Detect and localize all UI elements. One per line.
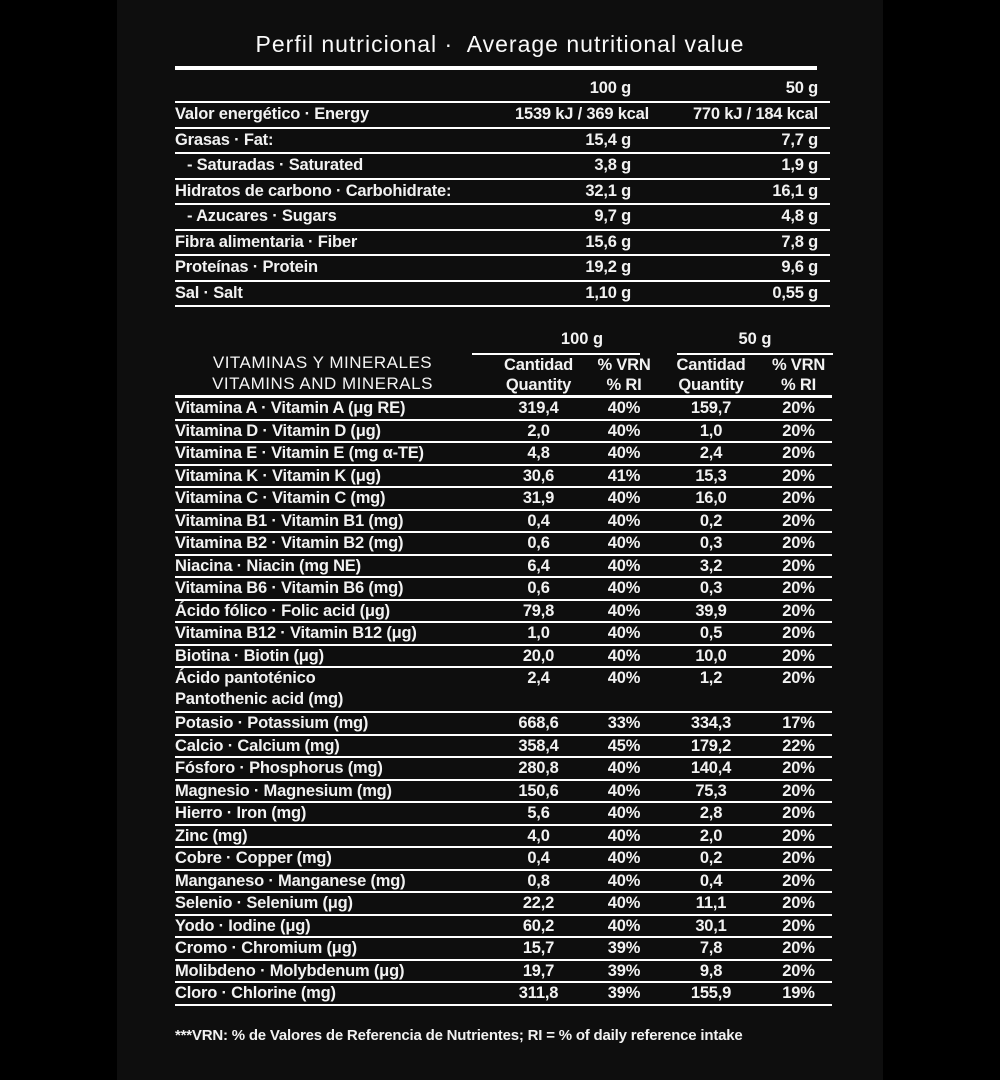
macro-row-label: Hidratos de carbono · Carbohidrate: (175, 181, 452, 200)
macro-value-50g: 7,7 g (781, 130, 818, 149)
macro-row-label: Grasas · Fat: (175, 130, 274, 149)
vitamin-row-label (175, 421, 470, 442)
vitamin-quantity-50g: 16,0 (695, 489, 727, 507)
title-divider (175, 66, 817, 70)
vitamins-table (175, 398, 832, 1006)
vitamin-row-label (175, 916, 470, 937)
vitamin-quantity-50g: 2,8 (699, 804, 723, 822)
vitamin-row (175, 826, 832, 849)
vitamin-quantity-100g: 150,6 (518, 781, 559, 800)
macro-value-100g: 3,8 g (594, 156, 631, 174)
subheader-cantidad-label: Cantidad (504, 356, 573, 374)
vitamin-quantity-50g: 0,2 (699, 511, 723, 530)
vitamin-quantity-100g: 0,8 (527, 871, 550, 890)
vitamin-row (175, 623, 832, 646)
vitamin-label: Ácido fólico · Folic acid (μg) (175, 601, 390, 620)
vitamin-row-label (175, 983, 470, 1004)
vitamin-label: Yodo · Iodine (μg) (175, 916, 311, 935)
vitamin-vrn-100g: 40% (607, 669, 641, 687)
vitamin-row (175, 938, 832, 961)
vitamin-vrn-100g: 40% (607, 826, 641, 845)
vitamin-quantity-50g: 1,0 (699, 421, 723, 440)
vitamin-row-label (175, 623, 470, 644)
vitamin-vrn-100g: 39% (607, 984, 641, 1002)
vitamin-vrn-100g: 40% (607, 624, 641, 642)
macro-row (175, 103, 830, 129)
macro-value-100g: 1,10 g (585, 283, 631, 302)
vitamin-label: Selenio · Selenium (μg) (175, 894, 353, 912)
vitamin-row-label (175, 511, 470, 532)
vitamin-quantity-50g: 179,2 (690, 736, 732, 755)
vitamin-vrn-50g: 20% (782, 624, 815, 642)
vitamin-vrn-100g: 40% (607, 601, 641, 620)
macro-header-50g: 50 g (785, 79, 818, 97)
vitamin-label: Vitamina C · Vitamin C (mg) (175, 489, 386, 507)
macro-row (175, 256, 830, 282)
vitamin-label: Cobre · Copper (mg) (175, 849, 332, 867)
vitamin-label: Fósforo · Phosphorus (mg) (175, 759, 383, 777)
vitamin-vrn-50g: 20% (782, 601, 815, 620)
macro-row (175, 205, 830, 231)
vitamin-quantity-100g: 2,4 (527, 669, 550, 687)
vitamin-quantity-100g: 4,8 (527, 444, 550, 462)
vitamin-row (175, 488, 832, 511)
vitamins-section-title-es: VITAMINAS Y MINERALES (212, 353, 433, 372)
nutrition-label (117, 0, 883, 1080)
vitamin-quantity-100g: 31,9 (522, 489, 555, 507)
vitamin-quantity-100g: 2,0 (527, 421, 550, 440)
vitamin-quantity-50g: 0,4 (699, 871, 723, 890)
vitamin-vrn-100g: 40% (607, 444, 641, 462)
vitamin-quantity-50g: 0,5 (699, 624, 723, 642)
vitamin-row-label (175, 938, 470, 959)
macro-value-100g: 19,2 g (585, 258, 631, 276)
vitamin-row-label (175, 826, 470, 847)
macro-value-50g: 1,9 g (781, 156, 818, 174)
vitamin-label-line1: Ácido pantoténico (175, 669, 316, 687)
vitamin-vrn-100g: 39% (607, 939, 641, 957)
vitamin-row-label (175, 488, 470, 509)
vitamin-row (175, 556, 832, 579)
subheader-vrn-label: % VRN (597, 356, 651, 374)
macro-value-50g: 770 kJ / 184 kcal (692, 105, 818, 123)
macro-value-100g: 9,7 g (594, 207, 631, 225)
vitamin-quantity-50g: 1,2 (699, 669, 723, 687)
vitamin-row (175, 533, 832, 556)
macro-table (175, 76, 830, 307)
vitamin-quantity-100g: 668,6 (518, 714, 559, 732)
vitamin-label: Biotina · Biotin (μg) (175, 646, 324, 665)
vitamin-row (175, 961, 832, 984)
macro-value-100g: 1539 kJ / 369 kcal (515, 105, 650, 123)
vitamin-quantity-50g: 334,3 (690, 714, 732, 732)
vitamin-vrn-50g: 20% (782, 511, 815, 530)
subheader-quantity-50g (667, 355, 755, 395)
vitamin-row-label (175, 443, 470, 464)
vitamin-vrn-50g: 20% (782, 939, 815, 957)
macro-table-body (175, 103, 830, 307)
vitamin-quantity-100g: 0,6 (527, 534, 550, 552)
vitamin-row (175, 466, 832, 489)
vitamin-quantity-50g: 39,9 (695, 601, 727, 620)
macro-row (175, 154, 830, 180)
vitamin-label: Vitamina B1 · Vitamin B1 (mg) (175, 511, 404, 530)
vitamins-group-header-100g: 100 g (472, 328, 640, 355)
subheader-quantity-100g (470, 355, 581, 395)
macro-row-label: - Azucares · Sugars (187, 207, 337, 225)
vitamin-row (175, 871, 832, 894)
vitamin-vrn-100g: 40% (607, 804, 641, 822)
vitamin-row-label (175, 646, 470, 667)
subheader-quantity-label: Quantity (505, 376, 572, 394)
vitamin-label: Magnesio · Magnesium (mg) (175, 781, 392, 800)
vitamin-quantity-100g: 319,4 (518, 399, 559, 417)
vitamin-vrn-100g: 40% (607, 871, 641, 890)
vitamin-quantity-50g: 0,2 (699, 849, 723, 867)
vitamin-row (175, 713, 832, 736)
vitamin-row-label (175, 398, 470, 419)
vitamin-vrn-100g: 40% (607, 849, 641, 867)
vitamin-row-label (175, 758, 470, 779)
vitamin-row-label (175, 578, 470, 599)
macro-row (175, 231, 830, 257)
vitamin-quantity-100g: 311,8 (518, 984, 559, 1002)
vitamin-quantity-50g: 155,9 (690, 984, 732, 1002)
vitamin-row-label (175, 781, 470, 802)
vitamin-vrn-100g: 40% (607, 646, 641, 665)
vitamin-vrn-50g: 20% (782, 894, 815, 912)
vitamin-quantity-100g: 15,7 (522, 939, 555, 957)
subheader-ri-label: % RI (606, 376, 642, 394)
vitamin-label: Vitamina K · Vitamin K (μg) (175, 466, 381, 485)
vitamin-quantity-50g: 9,8 (699, 961, 723, 980)
vitamin-quantity-50g: 159,7 (690, 399, 732, 417)
vitamins-section-title-en: VITAMINS AND MINERALS (212, 374, 433, 393)
vitamin-vrn-50g: 20% (782, 849, 815, 867)
macro-value-100g: 32,1 g (585, 181, 631, 200)
vitamin-label: Vitamina D · Vitamin D (μg) (175, 421, 381, 440)
vitamin-quantity-50g: 3,2 (699, 556, 723, 575)
vitamin-quantity-50g: 140,4 (690, 759, 732, 777)
vitamin-row (175, 983, 832, 1006)
vitamin-row-label (175, 713, 470, 734)
vitamin-vrn-100g: 41% (607, 466, 641, 485)
vitamin-vrn-100g: 39% (607, 961, 641, 980)
vitamin-vrn-100g: 40% (607, 781, 641, 800)
vitamin-row (175, 421, 832, 444)
macro-value-50g: 9,6 g (781, 258, 818, 276)
macro-value-50g: 0,55 g (772, 283, 818, 302)
vitamin-vrn-50g: 20% (782, 804, 815, 822)
vitamin-label: Calcio · Calcium (mg) (175, 736, 340, 755)
vitamin-label: Potasio · Potassium (mg) (175, 714, 369, 732)
vitamin-vrn-100g: 40% (607, 556, 641, 575)
vitamin-quantity-100g: 30,6 (522, 466, 555, 485)
vitamin-vrn-50g: 20% (782, 444, 815, 462)
vitamin-label: Molibdeno · Molybdenum (μg) (175, 961, 405, 980)
vitamin-vrn-50g: 22% (782, 736, 815, 755)
vitamins-subheader-spacer (175, 355, 470, 395)
vitamin-row-label (175, 848, 470, 869)
vitamin-quantity-100g: 5,6 (527, 804, 550, 822)
vitamin-vrn-100g: 40% (607, 916, 641, 935)
vitamin-row-label (175, 668, 470, 711)
vitamin-row (175, 601, 832, 624)
macro-row-label: Proteínas · Protein (175, 258, 318, 276)
macro-row-label: Valor energético · Energy (175, 105, 369, 123)
vitamin-quantity-50g: 75,3 (695, 781, 727, 800)
vitamin-row-label (175, 871, 470, 892)
vitamin-row-label (175, 533, 470, 554)
vitamin-quantity-50g: 0,3 (699, 579, 723, 597)
vitamin-quantity-100g: 6,4 (527, 556, 550, 575)
subheader-ri-label: % RI (781, 376, 816, 394)
vitamin-quantity-50g: 2,4 (699, 444, 723, 462)
vitamin-vrn-50g: 20% (782, 961, 815, 980)
vitamin-vrn-100g: 40% (607, 489, 641, 507)
vitamins-subheader-row (175, 355, 832, 398)
vitamin-label: Cloro · Chlorine (mg) (175, 984, 336, 1002)
vitamin-vrn-100g: 33% (607, 714, 641, 732)
vitamin-quantity-50g: 30,1 (695, 916, 727, 935)
macro-table-header (175, 76, 830, 103)
vitamins-group-header-50g: 50 g (677, 328, 833, 355)
macro-row (175, 180, 830, 206)
vitamin-vrn-50g: 20% (782, 646, 815, 665)
footnote: ***VRN: % de Valores de Referencia de Nutrientes; RI = % of daily reference intake (175, 1027, 743, 1044)
vitamin-quantity-50g: 15,3 (695, 466, 727, 485)
vitamin-quantity-100g: 19,7 (522, 961, 555, 980)
vitamin-vrn-50g: 17% (782, 714, 815, 732)
vitamin-row-label (175, 961, 470, 982)
vitamin-row-label (175, 893, 470, 914)
vitamin-vrn-100g: 45% (607, 736, 641, 755)
vitamin-row (175, 398, 832, 421)
vitamin-quantity-100g: 358,4 (518, 736, 559, 755)
macro-row (175, 129, 830, 155)
vitamin-row (175, 848, 832, 871)
vitamin-label: Vitamina B12 · Vitamin B12 (μg) (175, 624, 417, 642)
macro-header-100g: 100 g (589, 79, 631, 97)
vitamin-label: Zinc (mg) (175, 826, 248, 845)
vitamin-quantity-100g: 79,8 (522, 601, 555, 620)
vitamin-vrn-50g: 19% (782, 984, 815, 1002)
vitamin-vrn-50g: 20% (782, 466, 815, 485)
vitamin-label: Cromo · Chromium (μg) (175, 939, 357, 957)
macro-value-100g: 15,6 g (585, 232, 631, 251)
vitamin-vrn-50g: 20% (782, 916, 815, 935)
vitamin-row (175, 781, 832, 804)
vitamin-label: Hierro · Iron (mg) (175, 804, 307, 822)
vitamin-row-label (175, 601, 470, 622)
vitamin-row (175, 758, 832, 781)
vitamin-vrn-50g: 20% (782, 556, 815, 575)
vitamin-vrn-50g: 20% (782, 669, 815, 687)
vitamin-vrn-50g: 20% (782, 759, 815, 777)
macro-row (175, 282, 830, 308)
macro-header-spacer (175, 76, 515, 101)
vitamin-label: Niacina · Niacin (mg NE) (175, 556, 361, 575)
vitamin-row-label (175, 803, 470, 824)
vitamin-vrn-100g: 40% (607, 399, 641, 417)
vitamin-row (175, 893, 832, 916)
vitamin-quantity-50g: 11,1 (695, 894, 727, 912)
vitamin-vrn-50g: 20% (782, 489, 815, 507)
vitamin-row (175, 803, 832, 826)
vitamin-quantity-100g: 20,0 (522, 646, 555, 665)
vitamin-row (175, 916, 832, 939)
vitamin-vrn-100g: 40% (607, 534, 641, 552)
macro-row-label: Fibra alimentaria · Fiber (175, 232, 358, 251)
macro-row-label: - Saturadas · Saturated (187, 156, 364, 174)
vitamin-label: Vitamina E · Vitamin E (mg α-TE) (175, 444, 424, 462)
vitamin-vrn-50g: 20% (782, 871, 815, 890)
vitamin-quantity-100g: 1,0 (527, 624, 550, 642)
macro-row-label: Sal · Salt (175, 283, 243, 302)
vitamin-vrn-50g: 20% (782, 826, 815, 845)
vitamin-label: Manganeso · Manganese (mg) (175, 871, 406, 890)
subheader-vrn-50g (755, 355, 832, 395)
vitamin-quantity-100g: 0,6 (527, 579, 550, 597)
vitamin-row (175, 646, 832, 669)
vitamin-row (175, 736, 832, 759)
macro-value-50g: 16,1 g (772, 181, 818, 200)
vitamin-vrn-100g: 40% (607, 894, 641, 912)
macro-value-50g: 4,8 g (781, 207, 818, 225)
vitamin-row-label (175, 556, 470, 577)
vitamin-row (175, 668, 832, 713)
macro-value-100g: 15,4 g (585, 130, 631, 149)
vitamin-vrn-50g: 20% (782, 781, 815, 800)
vitamin-row (175, 578, 832, 601)
vitamin-label: Vitamina B2 · Vitamin B2 (mg) (175, 534, 404, 552)
vitamin-quantity-100g: 22,2 (522, 894, 555, 912)
vitamin-row-label (175, 466, 470, 487)
page-title: Perfil nutricional · Average nutritional value (255, 31, 745, 57)
subheader-cantidad-label: Cantidad (676, 356, 746, 374)
subheader-quantity-label: Quantity (678, 376, 744, 394)
vitamin-row (175, 443, 832, 466)
vitamin-quantity-100g: 0,4 (527, 511, 550, 530)
subheader-vrn-100g (581, 355, 667, 395)
vitamin-vrn-50g: 20% (782, 534, 815, 552)
subheader-vrn-label: % VRN (771, 356, 826, 374)
vitamin-quantity-100g: 0,4 (527, 849, 550, 867)
vitamin-vrn-50g: 20% (782, 421, 815, 440)
vitamin-quantity-100g: 4,0 (527, 826, 550, 845)
vitamin-quantity-100g: 60,2 (522, 916, 555, 935)
vitamin-quantity-50g: 0,3 (699, 534, 723, 552)
vitamin-label-line2: Pantothenic acid (mg) (175, 689, 344, 708)
vitamin-label: Vitamina A · Vitamin A (μg RE) (175, 399, 406, 417)
vitamin-quantity-50g: 2,0 (699, 826, 723, 845)
vitamins-header (175, 328, 832, 398)
vitamin-vrn-50g: 20% (782, 399, 815, 417)
vitamin-row-label (175, 736, 470, 757)
vitamin-vrn-100g: 40% (607, 759, 641, 777)
macro-value-50g: 7,8 g (781, 232, 818, 251)
vitamin-label: Vitamina B6 · Vitamin B6 (mg) (175, 579, 404, 597)
vitamin-quantity-50g: 10,0 (695, 646, 727, 665)
vitamin-vrn-50g: 20% (782, 579, 815, 597)
vitamin-vrn-100g: 40% (607, 511, 641, 530)
vitamin-vrn-100g: 40% (607, 421, 641, 440)
vitamin-vrn-100g: 40% (607, 579, 641, 597)
vitamin-quantity-50g: 7,8 (699, 939, 723, 957)
vitamin-row (175, 511, 832, 534)
vitamin-quantity-100g: 280,8 (518, 759, 559, 777)
